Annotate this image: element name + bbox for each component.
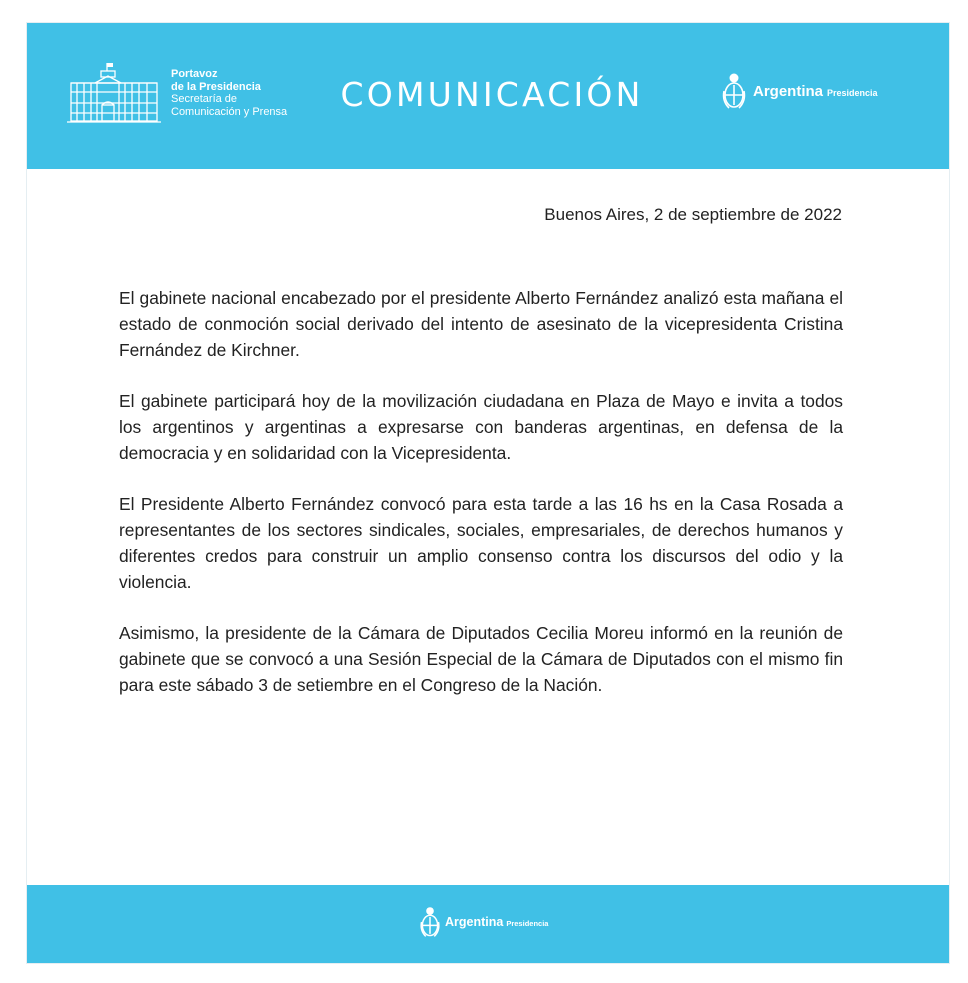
release-body: [119, 285, 843, 723]
footer-brand-sub: Presidencia: [506, 919, 549, 928]
press-release-page: [27, 23, 949, 963]
casa-rosada-building-icon: [67, 61, 161, 125]
argentina-coat-of-arms-icon: [419, 904, 441, 940]
org-name-line1: Portavoz: [171, 68, 218, 80]
paragraph: El gabinete participará hoy de la movilización ciudadana en Plaza de Mayo e invita a todos los argentinos y argentinas a expresarse con banderas argentinas, en defensa de la democracia y en solidaridad con la Vicepresidenta.: [119, 391, 843, 463]
argentina-coat-of-arms-icon: [721, 71, 747, 111]
org-name-line3: Secretaría de: [171, 93, 238, 105]
brand-name: Argentina: [753, 82, 824, 100]
footer-argentina-presidencia-logo: [419, 904, 548, 940]
brand-sub: Presidencia: [827, 88, 878, 98]
argentina-presidencia-logo: [721, 71, 878, 111]
paragraph: El Presidente Alberto Fernández convocó para esta tarde a las 16 hs en la Casa Rosada a representantes de los sectores sindicales, sociales, empresariales, de derechos humanos y diferentes credos para construir un amplio consenso contra los discursos del odio y la violencia.: [119, 494, 843, 592]
release-date: Buenos Aires, 2 de septiembre de 2022: [544, 205, 842, 224]
portavoz-logo: [67, 61, 287, 125]
org-name-line2: de la Presidencia: [171, 80, 261, 93]
org-name-line4: Comunicación y Prensa: [171, 105, 288, 118]
header-banner: [27, 23, 949, 169]
paragraph: Asimismo, la presidente de la Cámara de Diputados Cecilia Moreu informó en la reunión de gabinete que se convocó a una Sesión Especial de la Cámara de Diputados con el mismo fin para este sábado 3 de setiembre en el Congreso de la Nación.: [119, 623, 843, 695]
paragraph: El gabinete nacional encabezado por el presidente Alberto Fernández analizó esta mañana el estado de conmoción social derivado del intento de asesinato de la vicepresidenta Cristina Fernández de Kirchner.: [119, 288, 843, 360]
footer-brand-name: Argentina: [445, 915, 504, 929]
page-title: COMUNICACIÓN: [340, 75, 644, 114]
